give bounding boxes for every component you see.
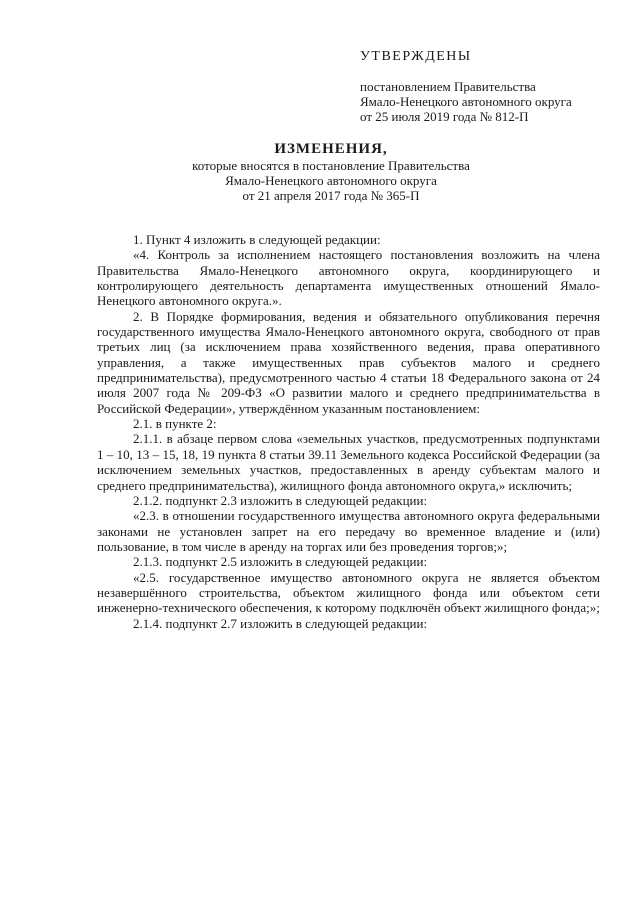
paragraph-item-2: 2. В Порядке формирования, ведения и обязательного опубликования перечня государственного имущества Ямало-Ненецкого автономного округа, свободного от прав третьих лиц (за исключением права хозяйственного ведения, права оперативного управления, а также имущественных прав субъектов малого и среднего предпринимательства), предусмотренного частью 4 статьи 18 Федерального закона от 24 июля 2007 года № 209-ФЗ «О развитии малого и среднего предпринимательства в Российской Федерации», утверждённом указанным постановлением: — [97, 308, 600, 416]
paragraph-item-2-1-3: 2.1.3. подпункт 2.5 изложить в следующей редакции: — [133, 554, 428, 570]
paragraph-quote-2-3: «2.3. в отношении государственного имущества автономного округа федеральными законами не установлен запрет на его передачу во временное владение и (или) пользование, в том числе в аренду на торгах или без проведения торгов;»; — [97, 508, 600, 554]
paragraph-quote-2-5: «2.5. государственное имущество автономного округа не является объектом незавершённого строительства, объектом жилищного фонда или объектом сети инженерно-технического обеспечения, к которому подключён объект жилищного фонда;»; — [97, 569, 600, 616]
paragraph-item-2-1-4: 2.1.4. подпункт 2.7 изложить в следующей редакции: — [133, 615, 428, 631]
paragraph-item-2-1-2: 2.1.2. подпункт 2.3 изложить в следующей редакции: — [133, 492, 428, 508]
approval-stamp — [360, 49, 620, 124]
title-line: от 21 апреля 2017 года № 365-П — [242, 188, 420, 203]
approval-line: постановлением Правительства — [360, 79, 536, 94]
approval-line: от 25 июля 2019 года № 812-П — [360, 109, 529, 124]
paragraph-item-1: 1. Пункт 4 изложить в следующей редакции: — [133, 232, 381, 247]
approval-line: Ямало-Ненецкого автономного округа — [360, 94, 572, 109]
title-line: которые вносятся в постановление Правительства — [192, 158, 470, 173]
approved-label: УТВЕРЖДЕНЫ — [360, 49, 472, 64]
paragraph-item-2-1-1: 2.1.1. в абзаце первом слова «земельных участков, предусмотренных подпунктами 1 – 10, 13 – 15, 18, 19 пункта 8 статьи 39.11 Земельного кодекса Российской Федерации (за исключением земельных участков, предоставленных в аренду субъектам малого и среднего предпринимательства), жилищного фонда автономного округа,» исключить; — [97, 431, 600, 493]
title-heading: ИЗМЕНЕНИЯ, — [274, 141, 388, 157]
document-body — [97, 232, 600, 631]
document-title — [96, 142, 566, 203]
title-line: Ямало-Ненецкого автономного округа — [225, 173, 437, 188]
paragraph-quote-4: «4. Контроль за исполнением настоящего постановления возложить на члена Правительства Ямало-Ненецкого автономного округа, координирующего и контролирующего деятельность департамента имущественных отношений Ямало-Ненецкого автономного округа.». — [97, 247, 600, 309]
paragraph-item-2-1: 2.1. в пункте 2: — [133, 416, 217, 432]
